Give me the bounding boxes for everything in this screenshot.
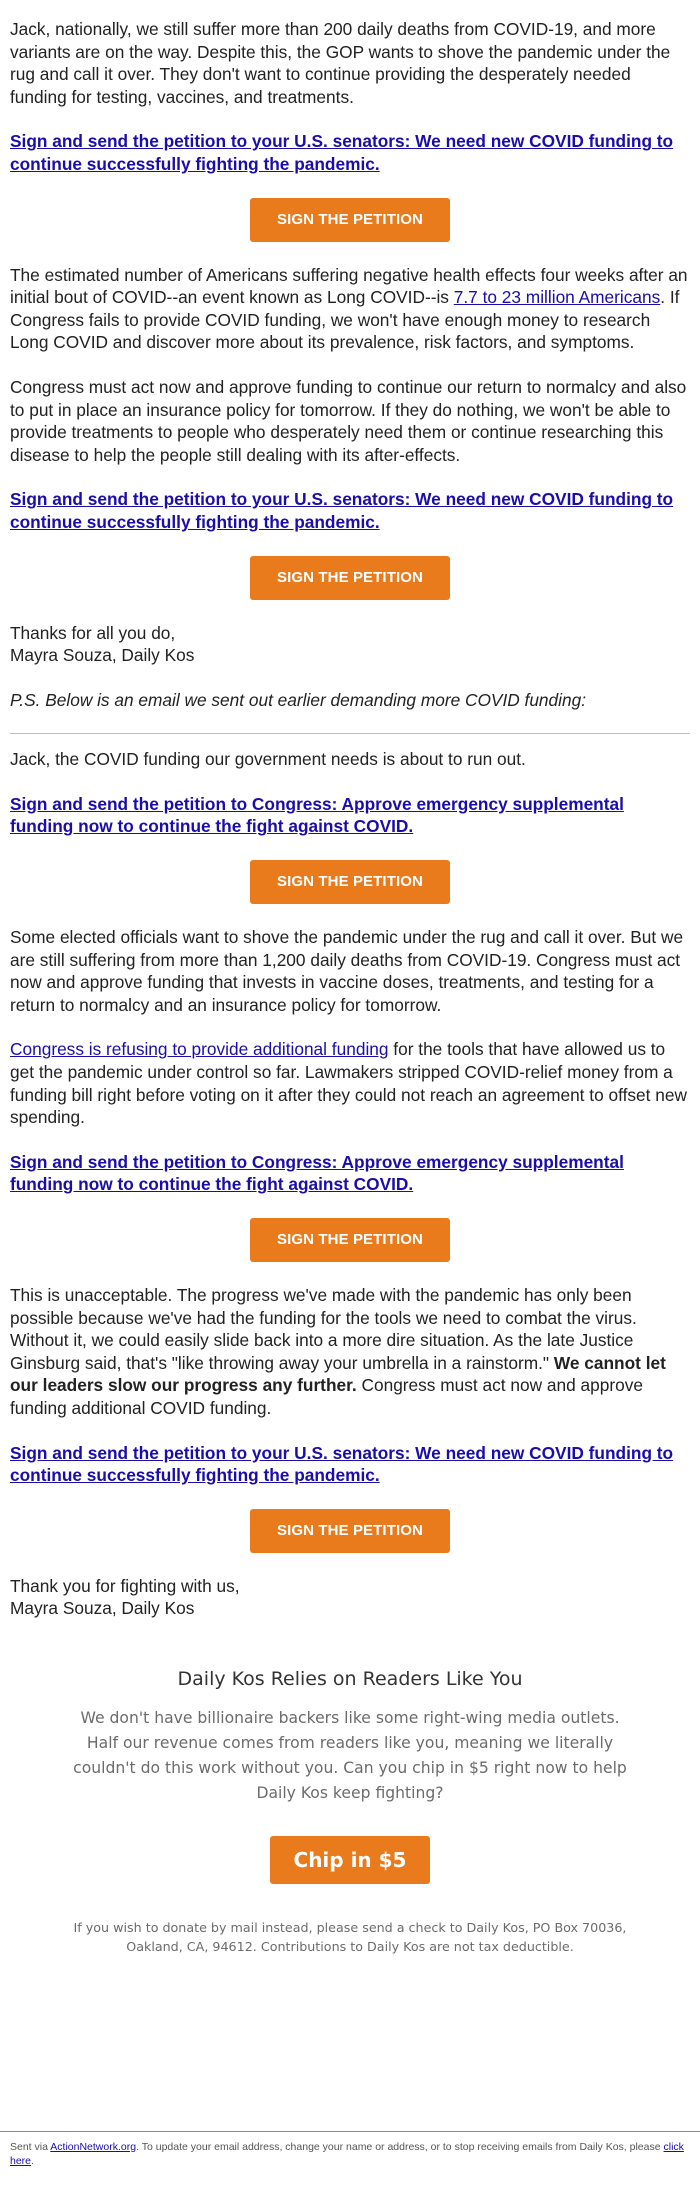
petition-link-congress[interactable]: Sign and send the petition to Congress: Approve emergency supplemental funding now to continue the fight against COVID.	[10, 1151, 624, 1195]
signature	[10, 622, 690, 667]
congress-act-paragraph: Congress must act now and approve funding to continue our return to normalcy and also to put in place an insurance policy for tomorrow. If they do nothing, we won't be able to provide treatments to people who desperately need them or continue researching this disease to help the people still dealing with its after-effects.	[10, 376, 687, 465]
unacceptable-paragraph	[10, 1284, 690, 1420]
sign-petition-button[interactable]: SIGN THE PETITION	[250, 556, 450, 600]
petition-link-senators[interactable]: Sign and send the petition to your U.S. senators: We need new COVID funding to continue successfully fighting the pandemic.	[10, 489, 674, 532]
sign-petition-button[interactable]: SIGN THE PETITION	[250, 860, 450, 904]
petition-link-congress[interactable]: Sign and send the petition to Congress: Approve emergency supplemental funding now to continue the fight against COVID.	[10, 793, 624, 837]
email-footer	[0, 2131, 700, 2168]
unacceptable-text-end: Congress must act now and approve funding additional COVID funding.	[10, 1375, 643, 1418]
earlier-email-intro: Jack, the COVID funding our government needs is about to run out.	[10, 749, 526, 770]
long-covid-paragraph	[10, 264, 690, 354]
button-row	[10, 1218, 690, 1262]
unacceptable-text-start: This is unacceptable. The progress we've made with the pandemic has only been possible because we've had the funding for the tools we need to combat the virus. Without it, we could easily slide back into a more dire situation. As the late Justice Ginsburg said, that's "like throwing away your umbrella in a rainstorm."	[10, 1285, 637, 1373]
congress-refusing-link[interactable]: Congress is refusing to provide additional funding	[10, 1039, 389, 1060]
officials-paragraph: Some elected officials want to shove the pandemic under the rug and call it over. But we are still suffering from more than 1,200 daily deaths from COVID-19. Congress must act now and approve funding that invests in vaccine doses, treatments, and testing for a return to normalcy and an insurance policy for tomorrow.	[10, 927, 684, 1015]
sign-petition-button[interactable]: SIGN THE PETITION	[250, 1218, 450, 1262]
long-covid-text-end: . If Congress fails to provide COVID funding, we won't have enough money to research Long COVID and discover more about its prevalence, risk factors, and symptoms.	[10, 287, 680, 353]
petition-link-senators[interactable]: Sign and send the petition to your U.S. senators: We need new COVID funding to continue successfully fighting the pandemic.	[10, 131, 674, 174]
signature-name: Mayra Souza, Daily Kos	[10, 645, 195, 666]
postscript: P.S. Below is an email we sent out earlier demanding more COVID funding:	[10, 689, 587, 710]
chip-in-button[interactable]: Chip in $5	[270, 1836, 431, 1884]
long-covid-stats-link[interactable]: 7.7 to 23 million Americans	[453, 287, 661, 308]
footer-end: .	[31, 2155, 34, 2167]
signature-name: Mayra Souza, Daily Kos	[10, 1598, 195, 1619]
funding-refusal-paragraph	[10, 1038, 690, 1128]
long-covid-text-start: The estimated number of Americans suffering negative health effects four weeks after an initial bout of COVID--an event known as Long COVID--is	[10, 264, 688, 308]
sign-petition-button[interactable]: SIGN THE PETITION	[250, 1509, 450, 1553]
promo-body: We don't have billionaire backers like some right-wing media outlets. Half our revenue comes from readers like you, meaning we literally couldn't do this work without you. Can you chip in $5 right now to help Daily Kos keep fighting?	[73, 1708, 627, 1802]
sign-petition-button[interactable]: SIGN THE PETITION	[250, 198, 450, 242]
intro-paragraph: Jack, nationally, we still suffer more than 200 daily deaths from COVID-19, and more variants are on the way. Despite this, the GOP wants to shove the pandemic under the rug and call it over. They don't want to continue providing the desperately needed funding for testing, vaccines, and treatments.	[10, 19, 671, 107]
petition-link-senators[interactable]: Sign and send the petition to your U.S. senators: We need new COVID funding to continue successfully fighting the pandemic.	[10, 1442, 674, 1486]
funding-refusal-text: for the tools that have allowed us to get the pandemic under control so far. Lawmakers stripped COVID-relief money from a funding bill right before voting on it after they could not reach an agreement to offset new spending.	[10, 1039, 687, 1128]
button-row	[10, 556, 690, 600]
signature-closing: Thanks for all you do,	[10, 622, 176, 643]
mail-donation-note: If you wish to donate by mail instead, please send a check to Daily Kos, PO Box 70036, Oakland, CA, 94612. Contributions to Daily Kos are not tax deductible.	[73, 1919, 627, 1954]
signature-closing: Thank you for fighting with us,	[10, 1575, 240, 1596]
donation-promo	[10, 1666, 690, 1956]
button-row	[10, 1509, 690, 1553]
button-row	[10, 198, 690, 242]
actionnetwork-link[interactable]: ActionNetwork.org	[50, 2141, 137, 2153]
divider	[10, 733, 690, 734]
button-row	[10, 860, 690, 904]
unacceptable-bold-text: We cannot let our leaders slow our progress any further.	[10, 1352, 666, 1396]
unsubscribe-link[interactable]: click here	[10, 2141, 684, 2167]
email-body	[10, 0, 690, 1956]
promo-title: Daily Kos Relies on Readers Like You	[177, 1667, 523, 1690]
footer-sent-via: Sent via	[10, 2141, 51, 2153]
footer-text: . To update your email address, change your name or address, or to stop receiving emails from Daily Kos, please	[136, 2141, 664, 2153]
signature	[10, 1575, 690, 1620]
